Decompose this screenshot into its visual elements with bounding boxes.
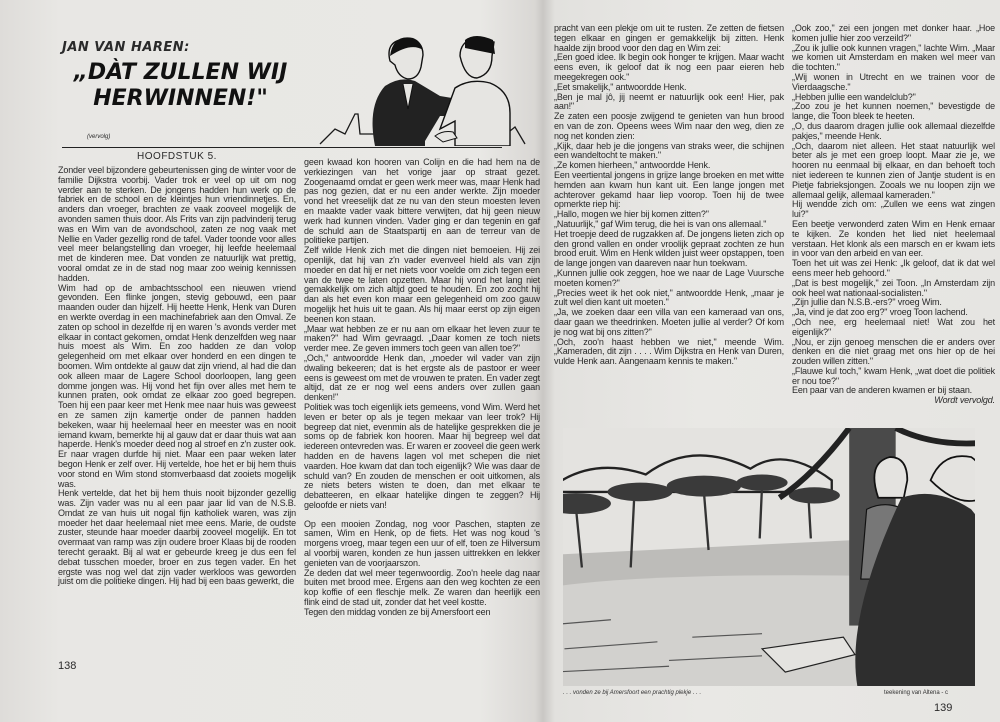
paragraph: Zelf wilde Henk zich met die dingen niet bemoeien. Hij zei openlijk, dat hij van z'n vader evenveel hield als van zijn moeder en dat hij er net niets voor voelde om zich tegen een van de twee te laten opzetten. Maar hij vond het lang niet gemakkelijk om zich altijd goed te houden. En zoo zocht hij dan als het even kon maar een gelegenheid om zoo gauw mogelijk het huis uit te gaan. Als hij maar eerst op zijn eigen beenen kon staan. bbox=[304, 245, 540, 324]
paragraph: Tegen den middag vonden ze bij Amersfoort een bbox=[304, 606, 491, 617]
paragraph: „Flauwe kul toch," kwam Henk, „wat doet die politiek er nou toe?" bbox=[792, 365, 995, 386]
chapter-heading: HOOFDSTUK 5. bbox=[137, 151, 217, 162]
right-page-column-1 bbox=[554, 24, 784, 367]
picnic-illustration bbox=[563, 428, 975, 686]
story-title: „DÀT ZULLEN WIJ HERWINNEN!" bbox=[73, 60, 288, 111]
paragraph: „Ben je mal jô, jij neemt er natuurlijk ook een! Hier, pak aan!" bbox=[554, 91, 784, 112]
paragraph: „O, dus daarom dragen jullie ook allemaal diezelfde pakjes," meende Henk. bbox=[792, 120, 995, 141]
paragraph: „Zou ik jullie ook kunnen vragen," lachte Wim. „Maar we komen uit Amsterdam en maken wel meer van die tochten." bbox=[792, 42, 995, 73]
paragraph: „Maar wat hebben ze er nu aan om elkaar het leven zuur te maken?" had Wim gevraagd. „Daar komen ze toch niets verder mee. Ze geven immers toch geen van allen toe?" bbox=[304, 323, 540, 354]
paragraph: Zonder veel bijzondere gebeurtenissen ging de winter voor de familie Dijkstra voorbij. Vader trok er veel op uit om nog verder aan te sterken. De jongens hadden hun werk op de fabriek en de school en de kleintjes hun vriendinnetjes. En, anders dan vroeger, brachten ze vaak zooveel mogelijk de avonden samen thuis door. Als Frits van zijn padvinderij terug was en Wim van de avondschool, zaten ze nog vaak met Nellie en Vader gezellig rond de tafel. Vader toonde voor alles veel meer belangstelling dan vroeger, hij leefde heelemaal met de kinderen mee. Dat vonden ze natuurlijk wat prettig, vooral omdat ze in de stad nog maar zoo weinig kennissen hadden. bbox=[58, 165, 296, 283]
paragraph: „Een goed idee. Ik begin ook honger te krijgen. Maar wacht eens even, ik geloof dat ik nog een paar eieren heb meegekregen ook." bbox=[554, 52, 784, 82]
illustration-credit: teekening van Altena - c bbox=[884, 690, 949, 696]
paragraph: „Ze komen hierheen," antwoordde Henk. bbox=[554, 160, 711, 171]
paragraph: „Wij wonen in Utrecht en we trainen voor de Vierdaagsche." bbox=[792, 71, 995, 92]
page-number-right: 139 bbox=[934, 702, 953, 714]
left-page-column-1 bbox=[58, 166, 296, 587]
paragraph: „Kunnen jullie ook zeggen, hoe we naar de Lage Vuursche moeten komen?" bbox=[554, 267, 784, 288]
paragraph: Hij wendde zich om: „Zullen we eens wat zingen lui?" bbox=[792, 199, 995, 220]
paragraph: „Och nee, erg heelemaal niet! Wat zou het eigenlijk?" bbox=[792, 316, 995, 337]
paragraph: „Ja, vind je dat zoo erg?" vroeg Toon lachend. bbox=[792, 307, 968, 318]
paragraph: Toen het uit was zei Henk: „Ik geloof, dat ik dat wel eens meer heb gehoord." bbox=[792, 258, 995, 278]
page-number-left: 138 bbox=[58, 660, 77, 672]
paragraph: pracht van een plekje om uit te rusten. Ze zetten de fietsen tegen elkaar en gingen er gemakkelijk bij zitten. Henk haalde zijn brood voor den dag en Wim zei: bbox=[554, 23, 784, 53]
paragraph: Een beetje verwonderd zaten Wim en Henk ernaar te kijken. Ze konden het lied niet heelemaal verstaan. Het klonk als een marsch en er kwam iets in voor van den arbeid en van eer. bbox=[792, 218, 995, 259]
paragraph: „Ja, we zoeken daar een villa van een kameraad van ons, daar gaan we theedrinken. Moeten jullie al verder? Of kom je nog wat bij ons zitten?" bbox=[554, 307, 784, 337]
author-name: JAN VAN HAREN: bbox=[62, 40, 190, 55]
paragraph: „Eet smakelijk," antwoordde Henk. bbox=[554, 81, 687, 92]
paragraph: Wim had op de ambachtsschool een nieuwen vriend gevonden. Een flinke jongen, stevig gebouwd, een paar maanden ouder dan hijzelf. Hij heette Henk, Henk van Duren en werkte overdag in een machinefabriek aan den Omval. Ze zaten op school in dezelfde rij en waren 's avonds verder met elkaar in contact gekomen, omdat Henk denzelfden weg naar huis moest als Wim. En zoo hadden ze dan volop gelegenheid om met elkaar over honderd en een dingen te boomen. Wim ontdekte al gauw dat zijn vriend, al had die dan ook alleen maar de Lagere School doorloopen, lang geen domme jongen was. Hij vond het fijn over alles met hem te kunnen praten, ook omdat ze elkaar zoo goed begrepen. Toen hij een paar keer met Henk mee naar huis was geweest en ze samen zijn kamertje onder de pannen hadden bekeken, waar hij heelemaal heer en meester was en nooit iemand kwam, bemerkte hij al gauw dat er daar thuis wat aan haperde. Henk's moeder deed nog al stroef en z'n zuster ook. Er naar vragen durfde hij niet. Maar een paar weken later begon Henk er zelf over. Hij vertelde, hoe het er bij hem thuis voor stond en Wim stond stomverbaasd dat zooiets mogelijk was. bbox=[58, 282, 296, 489]
paragraph: Politiek was toch eigenlijk iets gemeens, vond Wim. Werd het leven er beter op als je tegen mekaar van leer trok? Hij begreep dat niet, evenmin als de hatelijke gesprekken die je soms op de fabriek kon hooren. Maar hij begreep wel dat iedereen ontevreden was. Er waren er zooveel die geen werk hadden en de havens lagen vol met schepen die niet vaarden. Hoe kwam dat dan toch eigenlijk? Wie was daar de schuld van? En zouden de menschen er ooit uitkomen, als ze niets beters wisten te doen, dan met elkaar te debatteeren, en elkaar hatelijke dingen te zeggen? Hij geloofde er niets van! bbox=[304, 401, 540, 510]
paragraph: „Ook zoo," zei een jongen met donker haar. „Hoe komen jullie hier zoo verzeild?" bbox=[792, 23, 995, 43]
paragraph: „Dat is best mogelijk," zei Toon. „In Amsterdam zijn ook heel wat nationaal-socialisten." bbox=[792, 277, 995, 298]
illustration-caption: . . . vonden ze bij Amersfoort een prachtig plekje . . . bbox=[563, 690, 702, 696]
paragraph: „Och," antwoordde Henk dan, „moeder wil vader van zijn dwaling bekeeren; dat is het ergste als de pastoor er weer eens is geweest om met de vrouwen te praten. En vader zegt altijd, dat ze er nog wel eens anders over zullen gaan denken!" bbox=[304, 352, 540, 403]
paragraph: Het troepje deed de rugzakken af. De jongens lieten zich op den grond vallen en onder vroolijk gepraat zochten ze hun brood eruit. Wim en Henk wilden juist weer opstappen, toen de lange jongen van daareven naar hun toekwam. bbox=[554, 228, 784, 269]
paragraph: „Natuurlijk," gaf Wim terug, die hei is van ons allemaal." bbox=[554, 218, 767, 229]
right-page-column-2 bbox=[792, 24, 995, 406]
paragraph: Een veertiental jongens in grijze lange broeken en met witte hemden aan kwam hun kant uit. Een lange jongen met achterover gekamd haar liep voorop. Toen hij de twee opmerkte riep hij: bbox=[554, 169, 784, 210]
paragraph: „Kijk, daar heb je die jongens van straks weer, die schijnen een wandeltocht te maken." bbox=[554, 140, 784, 161]
paragraph: „Zijn jullie dan N.S.B.-ers?" vroeg Wim. bbox=[792, 297, 942, 308]
paragraph: Henk vertelde, dat het bij hem thuis nooit bijzonder gezellig was. Zijn vader was nu al een paar jaar lid van de N.S.B. Omdat ze van huis uit nogal fijn katholiek waren, was zijn moeder het daar heelemaal niet mee eens. Marie, de oudste zuster, steunde haar moeder daarbij zooveel mogelijk. En tot overmaat van ramp was zijn oudere broer Klaas bij de rooden terecht geraakt. Bij al wat er gebeurde kreeg je dus een fel debat tusschen moeder, broer en zus tegen vader. En het ergste was nog wel dat zijn vader werkloos was geworden juist om die politieke dingen. Hij had bij een baas gewerkt, die bbox=[58, 488, 296, 587]
continued-label: (vervolg) bbox=[87, 134, 111, 140]
paragraph: „Zoo zou je het kunnen noemen," bevestigde de lange, die Toon bleek te heeten. bbox=[792, 101, 995, 122]
paragraph: Ze deden dat wel meer tegenwoordig. Zoo'n heele dag naar buiten met brood mee. Ergens aan den weg kochten ze een kop koffie of een fleschje melk. Ze waren dan heerlijk een flink eind de stad uit, zonder dat het veel kostte. bbox=[304, 567, 540, 608]
paragraph: „Nou, er zijn genoeg menschen die er anders over denken en die niet graag met ons hier op de hei zouden willen zitten." bbox=[792, 336, 995, 367]
paragraph: „Och, daarom niet alleen. Het staat natuurlijk wel beter als je met een groep loopt. Maar zie je, we hooren nu eenmaal bij elkaar, en dan behoeft toch niet iedereen te kunnen zien of Jantje student is en Pietje fabrieksjongen. Zooals we nu loopen zijn we allemaal gelijk, allemaal kameraden." bbox=[792, 140, 995, 200]
handshake-drawing bbox=[315, 26, 535, 146]
paragraph: „Precies weet ik het ook niet," antwoordde Henk, „maar je zult wel dien kant uit moeten." bbox=[554, 287, 784, 308]
paragraph: Een paar van de anderen kwamen er bij staan. bbox=[792, 385, 973, 396]
paragraph: Ze zaten een poosje zwijgend te genieten van hun brood en van de zon. Opeens wees Wim naar den weg, dien ze nog net konden zien: bbox=[554, 111, 784, 141]
left-page-column-2 bbox=[304, 158, 540, 618]
paragraph: „Hallo, mogen we hier bij komen zitten?" bbox=[554, 209, 709, 220]
header-rule bbox=[62, 147, 502, 148]
paragraph: „Och, zoo'n haast hebben we niet," meende Wim. „Kameraden, dit zijn . . . . Wim Dijkstra en Henk van Duren, vulde Henk aan. Aangenaam kennis te maken." bbox=[554, 336, 784, 367]
paragraph: geen kwaad kon hooren van Colijn en die had hem na de verkiezingen van het vorige jaar op straat gezet. Zoogenaamd omdat er geen werk meer was, maar Henk had pas nog gezien, dat er nu een ander werkte. Zijn moeder vond het vreeselijk dat ze nu van den steun moesten leven en maakte vader vaak bittere verwijten, dat hij geen nieuw werk had kunnen vinden. Vader ging er dan tegenin en gaf de schuld aan de Staatspartij en aan de terreur van de politieke partijen. bbox=[304, 157, 540, 246]
paragraph: „Hebben jullie een wandelclub?" bbox=[792, 91, 916, 102]
to-be-continued: Wordt vervolgd. bbox=[934, 395, 995, 406]
paragraph: Op een mooien Zondag, nog voor Paschen, stapten ze samen, Wim en Henk, op de fiets. Het was nog koud 's morgens vroeg, maar tegen een uur of elf, toen ze Hilversum al voorbij waren, konden ze hun jassen uittrekken en lekker genieten van de voorjaarszon. bbox=[304, 518, 540, 568]
